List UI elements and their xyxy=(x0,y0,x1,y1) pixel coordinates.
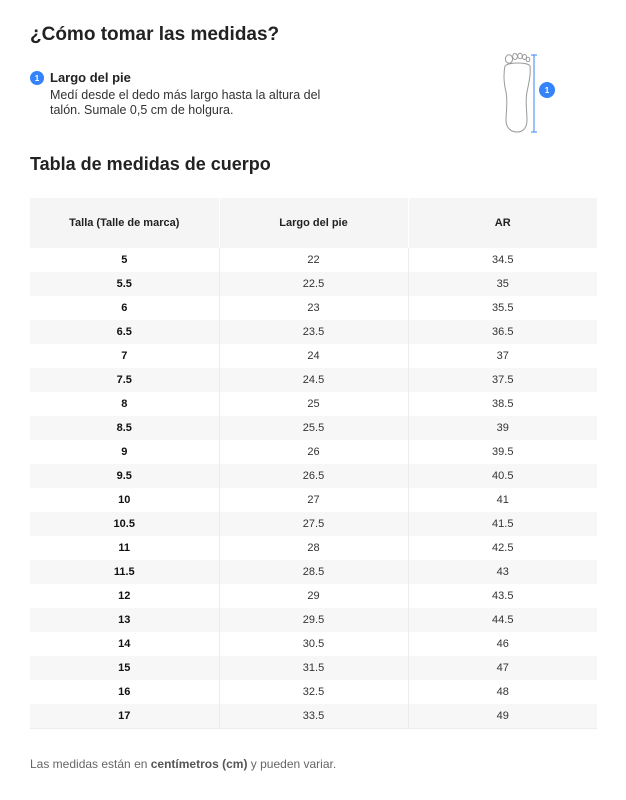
cell-size: 12 xyxy=(30,584,219,608)
cell-foot-length: 27 xyxy=(219,488,408,512)
cell-ar: 35 xyxy=(408,272,597,296)
table-row xyxy=(30,416,597,440)
page-title: ¿Cómo tomar las medidas? xyxy=(30,24,280,45)
cell-size: 11 xyxy=(30,536,219,560)
cell-foot-length: 26.5 xyxy=(219,464,408,488)
size-table xyxy=(30,198,597,729)
table-title: Tabla de medidas de cuerpo xyxy=(30,154,271,174)
table-header-row xyxy=(30,198,597,248)
table-row xyxy=(30,440,597,464)
cell-size: 10.5 xyxy=(30,512,219,536)
table-row xyxy=(30,680,597,704)
table-row xyxy=(30,536,597,560)
cell-size: 16 xyxy=(30,680,219,704)
cell-size: 14 xyxy=(30,632,219,656)
table-row xyxy=(30,320,597,344)
cell-foot-length: 24.5 xyxy=(219,368,408,392)
cell-foot-length: 26 xyxy=(219,440,408,464)
table-row xyxy=(30,248,597,272)
measurement-description: Medí desde el dedo más largo hasta la altura del talón. Sumale 0,5 cm de holgura. xyxy=(50,88,321,117)
table-row xyxy=(30,296,597,320)
footnote-suffix: y pueden variar. xyxy=(247,757,337,771)
table-row xyxy=(30,488,597,512)
cell-size: 9.5 xyxy=(30,464,219,488)
cell-size: 7.5 xyxy=(30,368,219,392)
cell-size: 9 xyxy=(30,440,219,464)
foot-outline-icon xyxy=(490,50,560,135)
cell-size: 6.5 xyxy=(30,320,219,344)
cell-foot-length: 32.5 xyxy=(219,680,408,704)
table-body xyxy=(30,248,597,729)
cell-size: 7 xyxy=(30,344,219,368)
table-row xyxy=(30,656,597,680)
measurement-title: Largo del pie xyxy=(50,70,131,85)
cell-size: 6 xyxy=(30,296,219,320)
cell-ar: 34.5 xyxy=(408,248,597,272)
cell-ar: 42.5 xyxy=(408,536,597,560)
cell-ar: 35.5 xyxy=(408,296,597,320)
cell-size: 5.5 xyxy=(30,272,219,296)
cell-size: 5 xyxy=(30,248,219,272)
cell-size: 10 xyxy=(30,488,219,512)
cell-ar: 47 xyxy=(408,656,597,680)
cell-foot-length: 27.5 xyxy=(219,512,408,536)
figure-badge-number: 1 xyxy=(544,86,550,95)
cell-size: 13 xyxy=(30,608,219,632)
cell-foot-length: 28.5 xyxy=(219,560,408,584)
step-number-badge: 1 xyxy=(30,71,44,85)
table-row xyxy=(30,344,597,368)
cell-size: 8.5 xyxy=(30,416,219,440)
cell-foot-length: 29 xyxy=(219,584,408,608)
column-header-size: Talla (Talle de marca) xyxy=(30,198,219,248)
cell-ar: 38.5 xyxy=(408,392,597,416)
cell-foot-length: 28 xyxy=(219,536,408,560)
cell-foot-length: 25.5 xyxy=(219,416,408,440)
cell-ar: 39.5 xyxy=(408,440,597,464)
cell-size: 8 xyxy=(30,392,219,416)
cell-ar: 43 xyxy=(408,560,597,584)
cell-ar: 44.5 xyxy=(408,608,597,632)
cell-foot-length: 25 xyxy=(219,392,408,416)
cell-ar: 41.5 xyxy=(408,512,597,536)
table-row xyxy=(30,512,597,536)
cell-size: 11.5 xyxy=(30,560,219,584)
cell-foot-length: 23 xyxy=(219,296,408,320)
cell-ar: 40.5 xyxy=(408,464,597,488)
cell-foot-length: 22 xyxy=(219,248,408,272)
table-row xyxy=(30,464,597,488)
cell-foot-length: 29.5 xyxy=(219,608,408,632)
table-row xyxy=(30,704,597,729)
cell-foot-length: 24 xyxy=(219,344,408,368)
cell-ar: 49 xyxy=(408,704,597,729)
table-row xyxy=(30,560,597,584)
table-row xyxy=(30,392,597,416)
cell-ar: 46 xyxy=(408,632,597,656)
cell-ar: 41 xyxy=(408,488,597,512)
table-row xyxy=(30,608,597,632)
column-header-foot-length: Largo del pie xyxy=(219,198,408,248)
cell-ar: 37 xyxy=(408,344,597,368)
cell-foot-length: 23.5 xyxy=(219,320,408,344)
footnote-unit: centímetros (cm) xyxy=(150,757,248,771)
column-header-ar: AR xyxy=(408,198,597,248)
cell-size: 17 xyxy=(30,704,219,729)
table-row xyxy=(30,584,597,608)
cell-foot-length: 33.5 xyxy=(219,704,408,729)
footnote-prefix: Las medidas están en xyxy=(30,757,151,771)
footnote xyxy=(30,757,336,771)
cell-ar: 48 xyxy=(408,680,597,704)
table-row xyxy=(30,368,597,392)
cell-ar: 43.5 xyxy=(408,584,597,608)
cell-ar: 39 xyxy=(408,416,597,440)
table-row xyxy=(30,272,597,296)
cell-foot-length: 31.5 xyxy=(219,656,408,680)
cell-ar: 36.5 xyxy=(408,320,597,344)
cell-size: 15 xyxy=(30,656,219,680)
table-row xyxy=(30,632,597,656)
cell-foot-length: 30.5 xyxy=(219,632,408,656)
cell-ar: 37.5 xyxy=(408,368,597,392)
cell-foot-length: 22.5 xyxy=(219,272,408,296)
